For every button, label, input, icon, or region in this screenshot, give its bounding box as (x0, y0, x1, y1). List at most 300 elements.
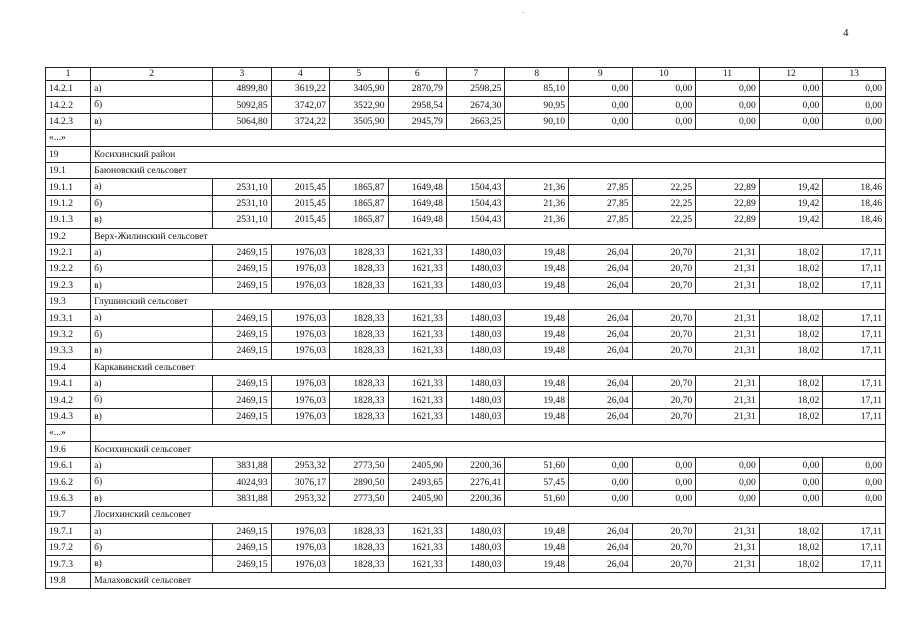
value-cell: 1621,33 (388, 310, 446, 326)
value-cell: 17,11 (823, 261, 886, 277)
value-cell: 21,31 (696, 376, 760, 392)
value-cell: 0,00 (759, 457, 823, 473)
value-cell: 1621,33 (388, 556, 446, 572)
header-cell: 5 (330, 68, 388, 81)
value-cell: 20,70 (632, 244, 696, 260)
value-cell: 17,11 (823, 556, 886, 572)
value-cell: 0,00 (569, 490, 633, 506)
row-code: 19.6.2 (46, 474, 91, 490)
value-cell: 17,11 (823, 523, 886, 539)
value-cell: 0,00 (823, 81, 886, 97)
value-cell: 1828,33 (330, 523, 388, 539)
value-cell: 1621,33 (388, 261, 446, 277)
row-code: 19.4.1 (46, 376, 91, 392)
header-cell: 7 (446, 68, 504, 81)
value-cell: 21,31 (696, 408, 760, 424)
value-cell: 18,02 (759, 539, 823, 555)
table-row (46, 310, 886, 326)
section-row (46, 228, 886, 244)
section-title: Глушинский сельсовет (91, 294, 886, 310)
table-row (46, 326, 886, 342)
value-cell: 20,70 (632, 376, 696, 392)
table-row (46, 474, 886, 490)
row-variant: а) (91, 310, 213, 326)
row-variant: а) (91, 244, 213, 260)
value-cell: 1480,03 (446, 244, 504, 260)
value-cell: 1621,33 (388, 523, 446, 539)
value-cell: 18,02 (759, 343, 823, 359)
value-cell: 22,25 (632, 212, 696, 228)
value-cell: 26,04 (569, 277, 633, 293)
value-cell: 1865,87 (330, 195, 388, 211)
value-cell: 21,36 (505, 179, 569, 195)
value-cell: 3522,90 (330, 97, 388, 113)
value-cell: 0,00 (632, 490, 696, 506)
value-cell: 1480,03 (446, 539, 504, 555)
section-code: 19.3 (46, 294, 91, 310)
value-cell: 17,11 (823, 408, 886, 424)
value-cell: 1976,03 (271, 376, 329, 392)
section-code: 19.1 (46, 162, 91, 178)
value-cell: 1480,03 (446, 408, 504, 424)
value-cell: 3831,88 (213, 457, 271, 473)
value-cell: 19,48 (505, 326, 569, 342)
value-cell: 5064,80 (213, 113, 271, 129)
row-code: 19.7.3 (46, 556, 91, 572)
value-cell: 1621,33 (388, 539, 446, 555)
value-cell: 1480,03 (446, 310, 504, 326)
table-row (46, 408, 886, 424)
value-cell: 0,00 (569, 97, 633, 113)
value-cell: 2469,15 (213, 556, 271, 572)
value-cell: 1828,33 (330, 408, 388, 424)
value-cell: 51,60 (505, 490, 569, 506)
table-row (46, 97, 886, 113)
value-cell: 1828,33 (330, 556, 388, 572)
value-cell: 20,70 (632, 343, 696, 359)
value-cell: 0,00 (823, 474, 886, 490)
value-cell: 27,85 (569, 179, 633, 195)
value-cell: 22,89 (696, 195, 760, 211)
value-cell: 17,11 (823, 343, 886, 359)
row-code: 19.2.1 (46, 244, 91, 260)
value-cell: 2870,79 (388, 81, 446, 97)
row-code: 19.3.1 (46, 310, 91, 326)
value-cell: 2531,10 (213, 179, 271, 195)
row-variant: а) (91, 81, 213, 97)
value-cell: 3405,90 (330, 81, 388, 97)
value-cell: 2674,30 (446, 97, 504, 113)
value-cell: 2469,15 (213, 523, 271, 539)
row-code: 19.2.3 (46, 277, 91, 293)
value-cell: 1504,43 (446, 212, 504, 228)
value-cell: 0,00 (823, 113, 886, 129)
section-code: 19 (46, 146, 91, 162)
value-cell: 22,89 (696, 179, 760, 195)
value-cell: 26,04 (569, 523, 633, 539)
row-code: 19.6.3 (46, 490, 91, 506)
table-row (46, 261, 886, 277)
value-cell: 85,10 (505, 81, 569, 97)
value-cell: 0,00 (759, 81, 823, 97)
row-variant: в) (91, 490, 213, 506)
value-cell: 1828,33 (330, 376, 388, 392)
row-variant: в) (91, 556, 213, 572)
value-cell: 3742,07 (271, 97, 329, 113)
value-cell: 1649,48 (388, 179, 446, 195)
value-cell: 1621,33 (388, 244, 446, 260)
section-row (46, 162, 886, 178)
value-cell: 0,00 (759, 474, 823, 490)
value-cell: 1504,43 (446, 195, 504, 211)
section-code: 19.7 (46, 507, 91, 523)
value-cell: 0,00 (696, 97, 760, 113)
section-row (46, 294, 886, 310)
row-variant: а) (91, 376, 213, 392)
value-cell: 18,02 (759, 326, 823, 342)
row-variant: б) (91, 261, 213, 277)
value-cell: 2953,32 (271, 457, 329, 473)
value-cell: 20,70 (632, 261, 696, 277)
header-row (46, 68, 886, 81)
header-cell: 8 (505, 68, 569, 81)
value-cell: 1976,03 (271, 556, 329, 572)
section-title: Баюновский сельсовет (91, 162, 886, 178)
header-cell: 6 (388, 68, 446, 81)
value-cell: 18,02 (759, 310, 823, 326)
value-cell: 2200,36 (446, 457, 504, 473)
value-cell: 17,11 (823, 539, 886, 555)
table-row (46, 457, 886, 473)
value-cell: 1621,33 (388, 408, 446, 424)
value-cell: 3619,22 (271, 81, 329, 97)
section-code: 19.8 (46, 572, 91, 588)
value-cell: 51,60 (505, 457, 569, 473)
tariff-table (45, 67, 886, 589)
value-cell: 19,48 (505, 376, 569, 392)
value-cell: 27,85 (569, 212, 633, 228)
row-variant: в) (91, 277, 213, 293)
value-cell: 26,04 (569, 376, 633, 392)
value-cell: 17,11 (823, 376, 886, 392)
value-cell: 27,85 (569, 195, 633, 211)
value-cell: 1976,03 (271, 408, 329, 424)
table-row (46, 376, 886, 392)
ellipsis-mark: «...» (46, 425, 91, 441)
value-cell: 2015,45 (271, 212, 329, 228)
row-variant: б) (91, 97, 213, 113)
header-cell: 1 (46, 68, 91, 81)
value-cell: 1828,33 (330, 343, 388, 359)
value-cell: 1621,33 (388, 277, 446, 293)
section-title: Косихинский район (91, 146, 886, 162)
value-cell: 2469,15 (213, 343, 271, 359)
value-cell: 0,00 (569, 474, 633, 490)
ellipsis-row (46, 425, 886, 441)
value-cell: 2405,90 (388, 457, 446, 473)
value-cell: 21,31 (696, 310, 760, 326)
value-cell: 19,48 (505, 244, 569, 260)
value-cell: 0,00 (569, 113, 633, 129)
row-code: 19.7.2 (46, 539, 91, 555)
header-cell: 4 (271, 68, 329, 81)
value-cell: 2469,15 (213, 277, 271, 293)
value-cell: 21,31 (696, 523, 760, 539)
scan-artifact (522, 12, 524, 13)
row-code: 19.6.1 (46, 457, 91, 473)
header-cell: 10 (632, 68, 696, 81)
value-cell: 19,48 (505, 277, 569, 293)
header-cell: 13 (823, 68, 886, 81)
value-cell: 19,48 (505, 310, 569, 326)
value-cell: 1976,03 (271, 244, 329, 260)
value-cell: 26,04 (569, 343, 633, 359)
table-row (46, 212, 886, 228)
value-cell: 17,11 (823, 326, 886, 342)
row-variant: а) (91, 179, 213, 195)
value-cell: 18,46 (823, 179, 886, 195)
value-cell: 26,04 (569, 261, 633, 277)
row-code: 19.3.3 (46, 343, 91, 359)
value-cell: 2469,15 (213, 261, 271, 277)
table-row (46, 244, 886, 260)
value-cell: 2469,15 (213, 326, 271, 342)
value-cell: 17,11 (823, 244, 886, 260)
value-cell: 18,02 (759, 408, 823, 424)
value-cell: 20,70 (632, 523, 696, 539)
value-cell: 19,48 (505, 261, 569, 277)
row-code: 14.2.1 (46, 81, 91, 97)
table-row (46, 392, 886, 408)
value-cell: 0,00 (632, 474, 696, 490)
value-cell: 1828,33 (330, 261, 388, 277)
value-cell: 1865,87 (330, 179, 388, 195)
value-cell: 2469,15 (213, 376, 271, 392)
value-cell: 1649,48 (388, 195, 446, 211)
table-row (46, 490, 886, 506)
value-cell: 21,31 (696, 556, 760, 572)
value-cell: 26,04 (569, 539, 633, 555)
ellipsis-filler (91, 130, 886, 146)
row-variant: а) (91, 523, 213, 539)
value-cell: 18,46 (823, 195, 886, 211)
value-cell: 3076,17 (271, 474, 329, 490)
value-cell: 21,31 (696, 539, 760, 555)
value-cell: 18,02 (759, 261, 823, 277)
header-cell: 12 (759, 68, 823, 81)
value-cell: 2405,90 (388, 490, 446, 506)
value-cell: 0,00 (569, 457, 633, 473)
value-cell: 57,45 (505, 474, 569, 490)
row-code: 19.1.1 (46, 179, 91, 195)
value-cell: 3505,90 (330, 113, 388, 129)
value-cell: 1480,03 (446, 392, 504, 408)
value-cell: 2773,50 (330, 457, 388, 473)
row-code: 14.2.2 (46, 97, 91, 113)
value-cell: 2469,15 (213, 392, 271, 408)
value-cell: 0,00 (696, 474, 760, 490)
value-cell: 0,00 (632, 113, 696, 129)
value-cell: 26,04 (569, 244, 633, 260)
value-cell: 20,70 (632, 539, 696, 555)
value-cell: 0,00 (759, 490, 823, 506)
value-cell: 2531,10 (213, 195, 271, 211)
row-code: 19.1.2 (46, 195, 91, 211)
value-cell: 1976,03 (271, 539, 329, 555)
value-cell: 1828,33 (330, 539, 388, 555)
value-cell: 1621,33 (388, 326, 446, 342)
value-cell: 2958,54 (388, 97, 446, 113)
value-cell: 22,25 (632, 179, 696, 195)
value-cell: 20,70 (632, 392, 696, 408)
row-code: 19.7.1 (46, 523, 91, 539)
row-code: 19.2.2 (46, 261, 91, 277)
value-cell: 19,42 (759, 195, 823, 211)
value-cell: 1621,33 (388, 343, 446, 359)
section-row (46, 441, 886, 457)
value-cell: 2469,15 (213, 310, 271, 326)
value-cell: 18,46 (823, 212, 886, 228)
table-row (46, 556, 886, 572)
value-cell: 19,48 (505, 392, 569, 408)
value-cell: 21,31 (696, 326, 760, 342)
table-row (46, 195, 886, 211)
value-cell: 0,00 (823, 97, 886, 113)
section-title: Косихинский сельсовет (91, 441, 886, 457)
value-cell: 21,31 (696, 244, 760, 260)
ellipsis-row (46, 130, 886, 146)
value-cell: 20,70 (632, 556, 696, 572)
value-cell: 2531,10 (213, 212, 271, 228)
value-cell: 18,02 (759, 277, 823, 293)
value-cell: 2773,50 (330, 490, 388, 506)
value-cell: 19,48 (505, 408, 569, 424)
value-cell: 0,00 (632, 457, 696, 473)
value-cell: 2945,79 (388, 113, 446, 129)
table-row (46, 523, 886, 539)
row-variant: б) (91, 474, 213, 490)
value-cell: 17,11 (823, 392, 886, 408)
value-cell: 21,36 (505, 195, 569, 211)
header-cell: 3 (213, 68, 271, 81)
value-cell: 1480,03 (446, 261, 504, 277)
value-cell: 4899,80 (213, 81, 271, 97)
table-row (46, 81, 886, 97)
value-cell: 2663,25 (446, 113, 504, 129)
value-cell: 2598,25 (446, 81, 504, 97)
value-cell: 18,02 (759, 244, 823, 260)
section-title: Малаховский сельсовет (91, 572, 886, 588)
value-cell: 0,00 (569, 81, 633, 97)
row-variant: а) (91, 457, 213, 473)
value-cell: 0,00 (823, 490, 886, 506)
value-cell: 2015,45 (271, 179, 329, 195)
value-cell: 0,00 (696, 81, 760, 97)
value-cell: 1480,03 (446, 343, 504, 359)
section-title: Лосихинский сельсовет (91, 507, 886, 523)
value-cell: 20,70 (632, 277, 696, 293)
value-cell: 90,10 (505, 113, 569, 129)
value-cell: 0,00 (696, 113, 760, 129)
value-cell: 20,70 (632, 408, 696, 424)
value-cell: 4024,93 (213, 474, 271, 490)
value-cell: 0,00 (823, 457, 886, 473)
value-cell: 1480,03 (446, 376, 504, 392)
value-cell: 2200,36 (446, 490, 504, 506)
value-cell: 1621,33 (388, 376, 446, 392)
value-cell: 2469,15 (213, 244, 271, 260)
value-cell: 5092,85 (213, 97, 271, 113)
row-code: 19.4.2 (46, 392, 91, 408)
row-variant: б) (91, 195, 213, 211)
value-cell: 18,02 (759, 392, 823, 408)
row-variant: в) (91, 408, 213, 424)
value-cell: 18,02 (759, 556, 823, 572)
value-cell: 26,04 (569, 556, 633, 572)
row-variant: б) (91, 392, 213, 408)
value-cell: 20,70 (632, 326, 696, 342)
value-cell: 18,02 (759, 523, 823, 539)
value-cell: 2276,41 (446, 474, 504, 490)
value-cell: 20,70 (632, 310, 696, 326)
row-code: 19.4.3 (46, 408, 91, 424)
section-title: Каркавинский сельсовет (91, 359, 886, 375)
header-cell: 11 (696, 68, 760, 81)
value-cell: 26,04 (569, 408, 633, 424)
value-cell: 1621,33 (388, 392, 446, 408)
value-cell: 0,00 (759, 113, 823, 129)
value-cell: 3831,88 (213, 490, 271, 506)
value-cell: 19,48 (505, 343, 569, 359)
value-cell: 0,00 (632, 81, 696, 97)
value-cell: 1504,43 (446, 179, 504, 195)
value-cell: 19,48 (505, 539, 569, 555)
value-cell: 1976,03 (271, 392, 329, 408)
header-cell: 2 (91, 68, 213, 81)
row-variant: в) (91, 343, 213, 359)
section-code: 19.2 (46, 228, 91, 244)
value-cell: 2469,15 (213, 539, 271, 555)
value-cell: 90,95 (505, 97, 569, 113)
value-cell: 1828,33 (330, 244, 388, 260)
value-cell: 1480,03 (446, 277, 504, 293)
value-cell: 2015,45 (271, 195, 329, 211)
row-variant: в) (91, 212, 213, 228)
value-cell: 1480,03 (446, 556, 504, 572)
row-code: 14.2.3 (46, 113, 91, 129)
value-cell: 21,31 (696, 343, 760, 359)
value-cell: 1976,03 (271, 523, 329, 539)
value-cell: 26,04 (569, 326, 633, 342)
value-cell: 1828,33 (330, 392, 388, 408)
value-cell: 1649,48 (388, 212, 446, 228)
ellipsis-filler (91, 425, 886, 441)
value-cell: 1976,03 (271, 261, 329, 277)
value-cell: 21,31 (696, 261, 760, 277)
section-row (46, 507, 886, 523)
row-code: 19.1.3 (46, 212, 91, 228)
value-cell: 17,11 (823, 277, 886, 293)
section-row (46, 359, 886, 375)
value-cell: 21,31 (696, 392, 760, 408)
value-cell: 19,42 (759, 179, 823, 195)
value-cell: 19,48 (505, 556, 569, 572)
value-cell: 0,00 (696, 490, 760, 506)
table-row (46, 539, 886, 555)
value-cell: 17,11 (823, 310, 886, 326)
value-cell: 26,04 (569, 392, 633, 408)
value-cell: 19,42 (759, 212, 823, 228)
